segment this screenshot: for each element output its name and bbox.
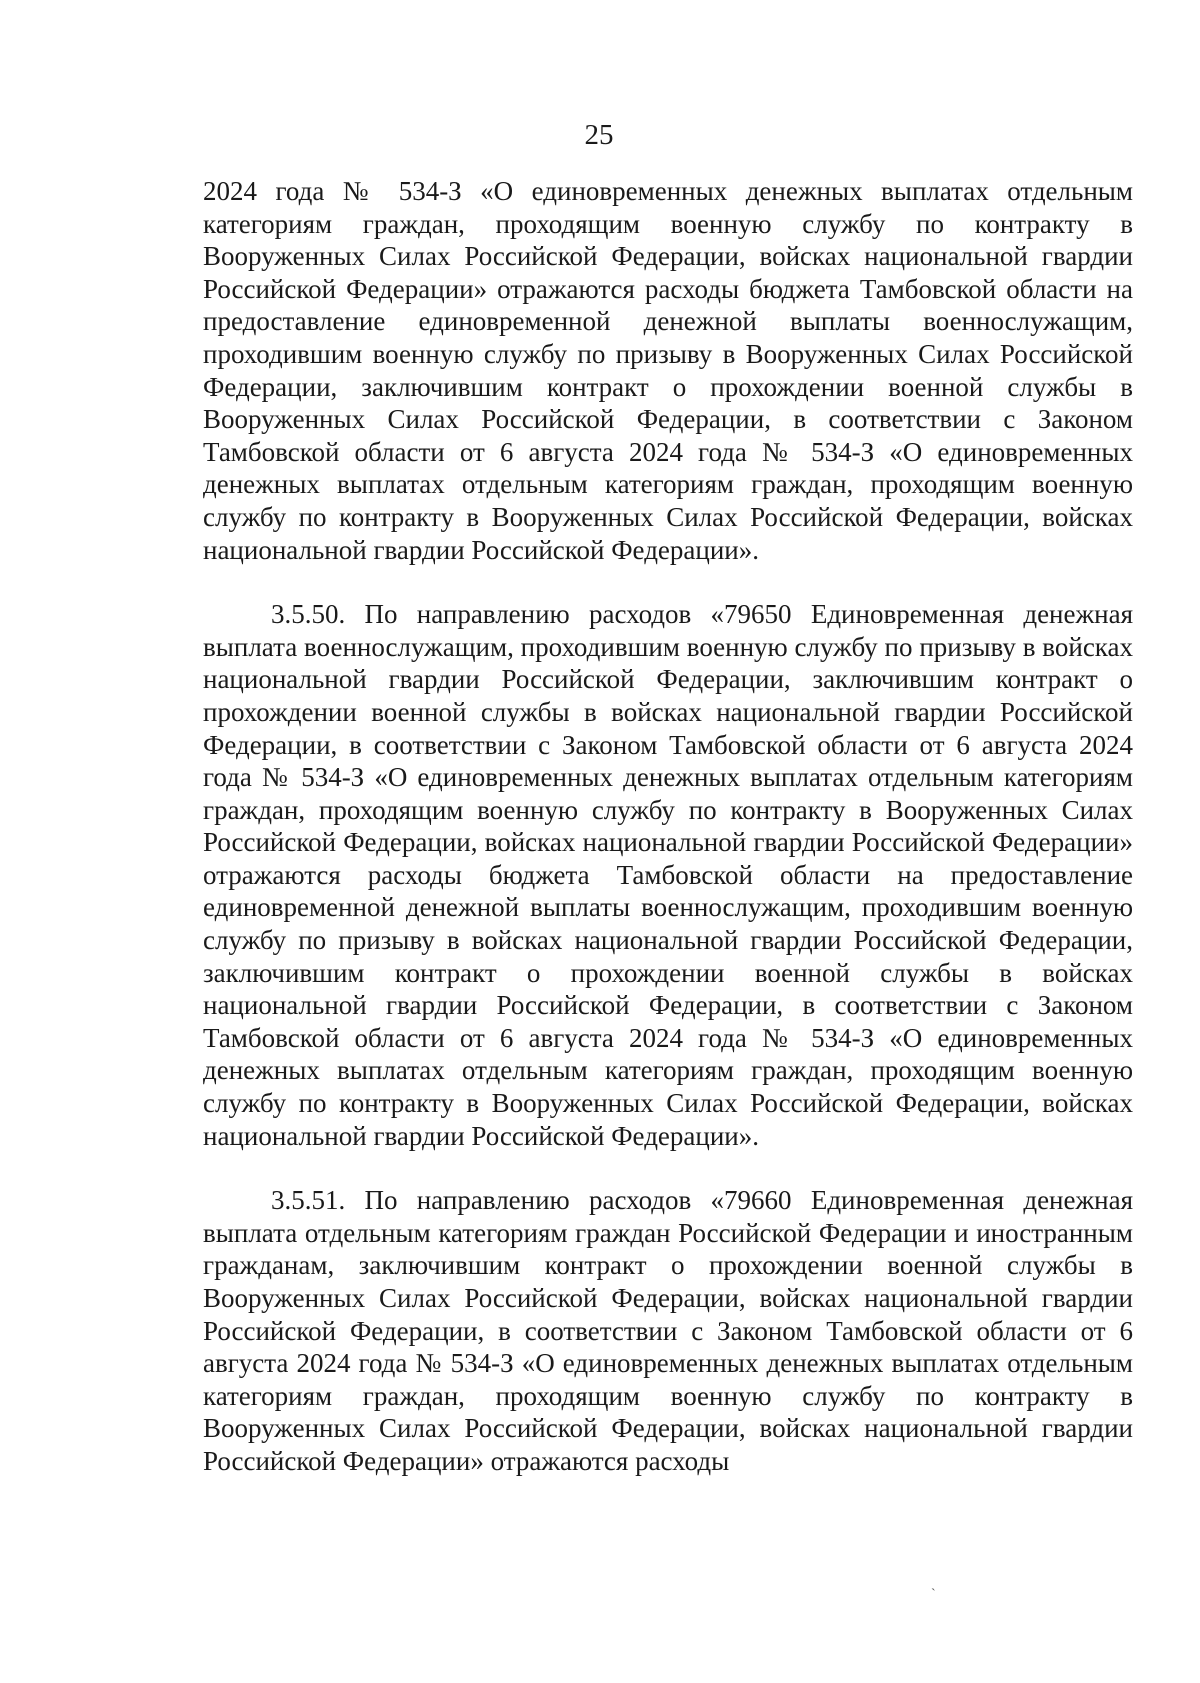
paragraph-3-5-51: 3.5.51. По направлению расходов «79660 Единовременная денежная выплата отдельным категориям граждан Российской Федерации и иностранным гражданам, заключившим контракт о прохождении военной службы в Вооруженных Силах Российской Федерации, войсках национальной гвардии Российской Федерации, в соответствии с Законом Тамбовской области от 6 августа 2024 года № 534-З «О единовременных денежных выплатах отдельным категориям граждан, проходящим военную службу по контракту в Вооруженных Силах Российской Федерации, войсках национальной гвардии Российской Федерации» отражаются расходы	[203, 1185, 1133, 1476]
scan-speck-mark: `	[931, 1587, 936, 1602]
document-body	[203, 175, 1133, 1478]
paragraph-continuation: 2024 года № 534-З «О единовременных денежных выплатах отдельным категориям граждан, проходящим военную службу по контракту в Вооруженных Силах Российской Федерации, войсках национальной гвардии Российской Федерации» отражаются расходы бюджета Тамбовской области на предоставление единовременной денежной выплаты военнослужащим, проходившим военную службу по призыву в Вооруженных Силах Российской Федерации, заключившим контракт о прохождении военной службы в Вооруженных Силах Российской Федерации, в соответствии с Законом Тамбовской области от 6 августа 2024 года № 534-З «О единовременных денежных выплатах отдельным категориям граждан, проходящим военную службу по контракту в Вооруженных Силах Российской Федерации, войсках национальной гвардии Российской Федерации».	[203, 176, 1133, 565]
page-number: 25	[584, 119, 614, 151]
paragraph-3-5-50: 3.5.50. По направлению расходов «79650 Единовременная денежная выплата военнослужащим, проходившим военную службу по призыву в войсках национальной гвардии Российской Федерации, заключившим контракт о прохождении военной службы в войсках национальной гвардии Российской Федерации, в соответствии с Законом Тамбовской области от 6 августа 2024 года № 534-З «О единовременных денежных выплатах отдельным категориям граждан, проходящим военную службу по контракту в Вооруженных Силах Российской Федерации, войсках национальной гвардии Российской Федерации» отражаются расходы бюджета Тамбовской области на предоставление единовременной денежной выплаты военнослужащим, проходившим военную службу по призыву в войсках национальной гвардии Российской Федерации, заключившим контракт о прохождении военной службы в войсках национальной гвардии Российской Федерации, в соответствии с Законом Тамбовской области от 6 августа 2024 года № 534-З «О единовременных денежных выплатах отдельным категориям граждан, проходящим военную службу по контракту в Вооруженных Силах Российской Федерации, войсках национальной гвардии Российской Федерации».	[203, 599, 1133, 1151]
